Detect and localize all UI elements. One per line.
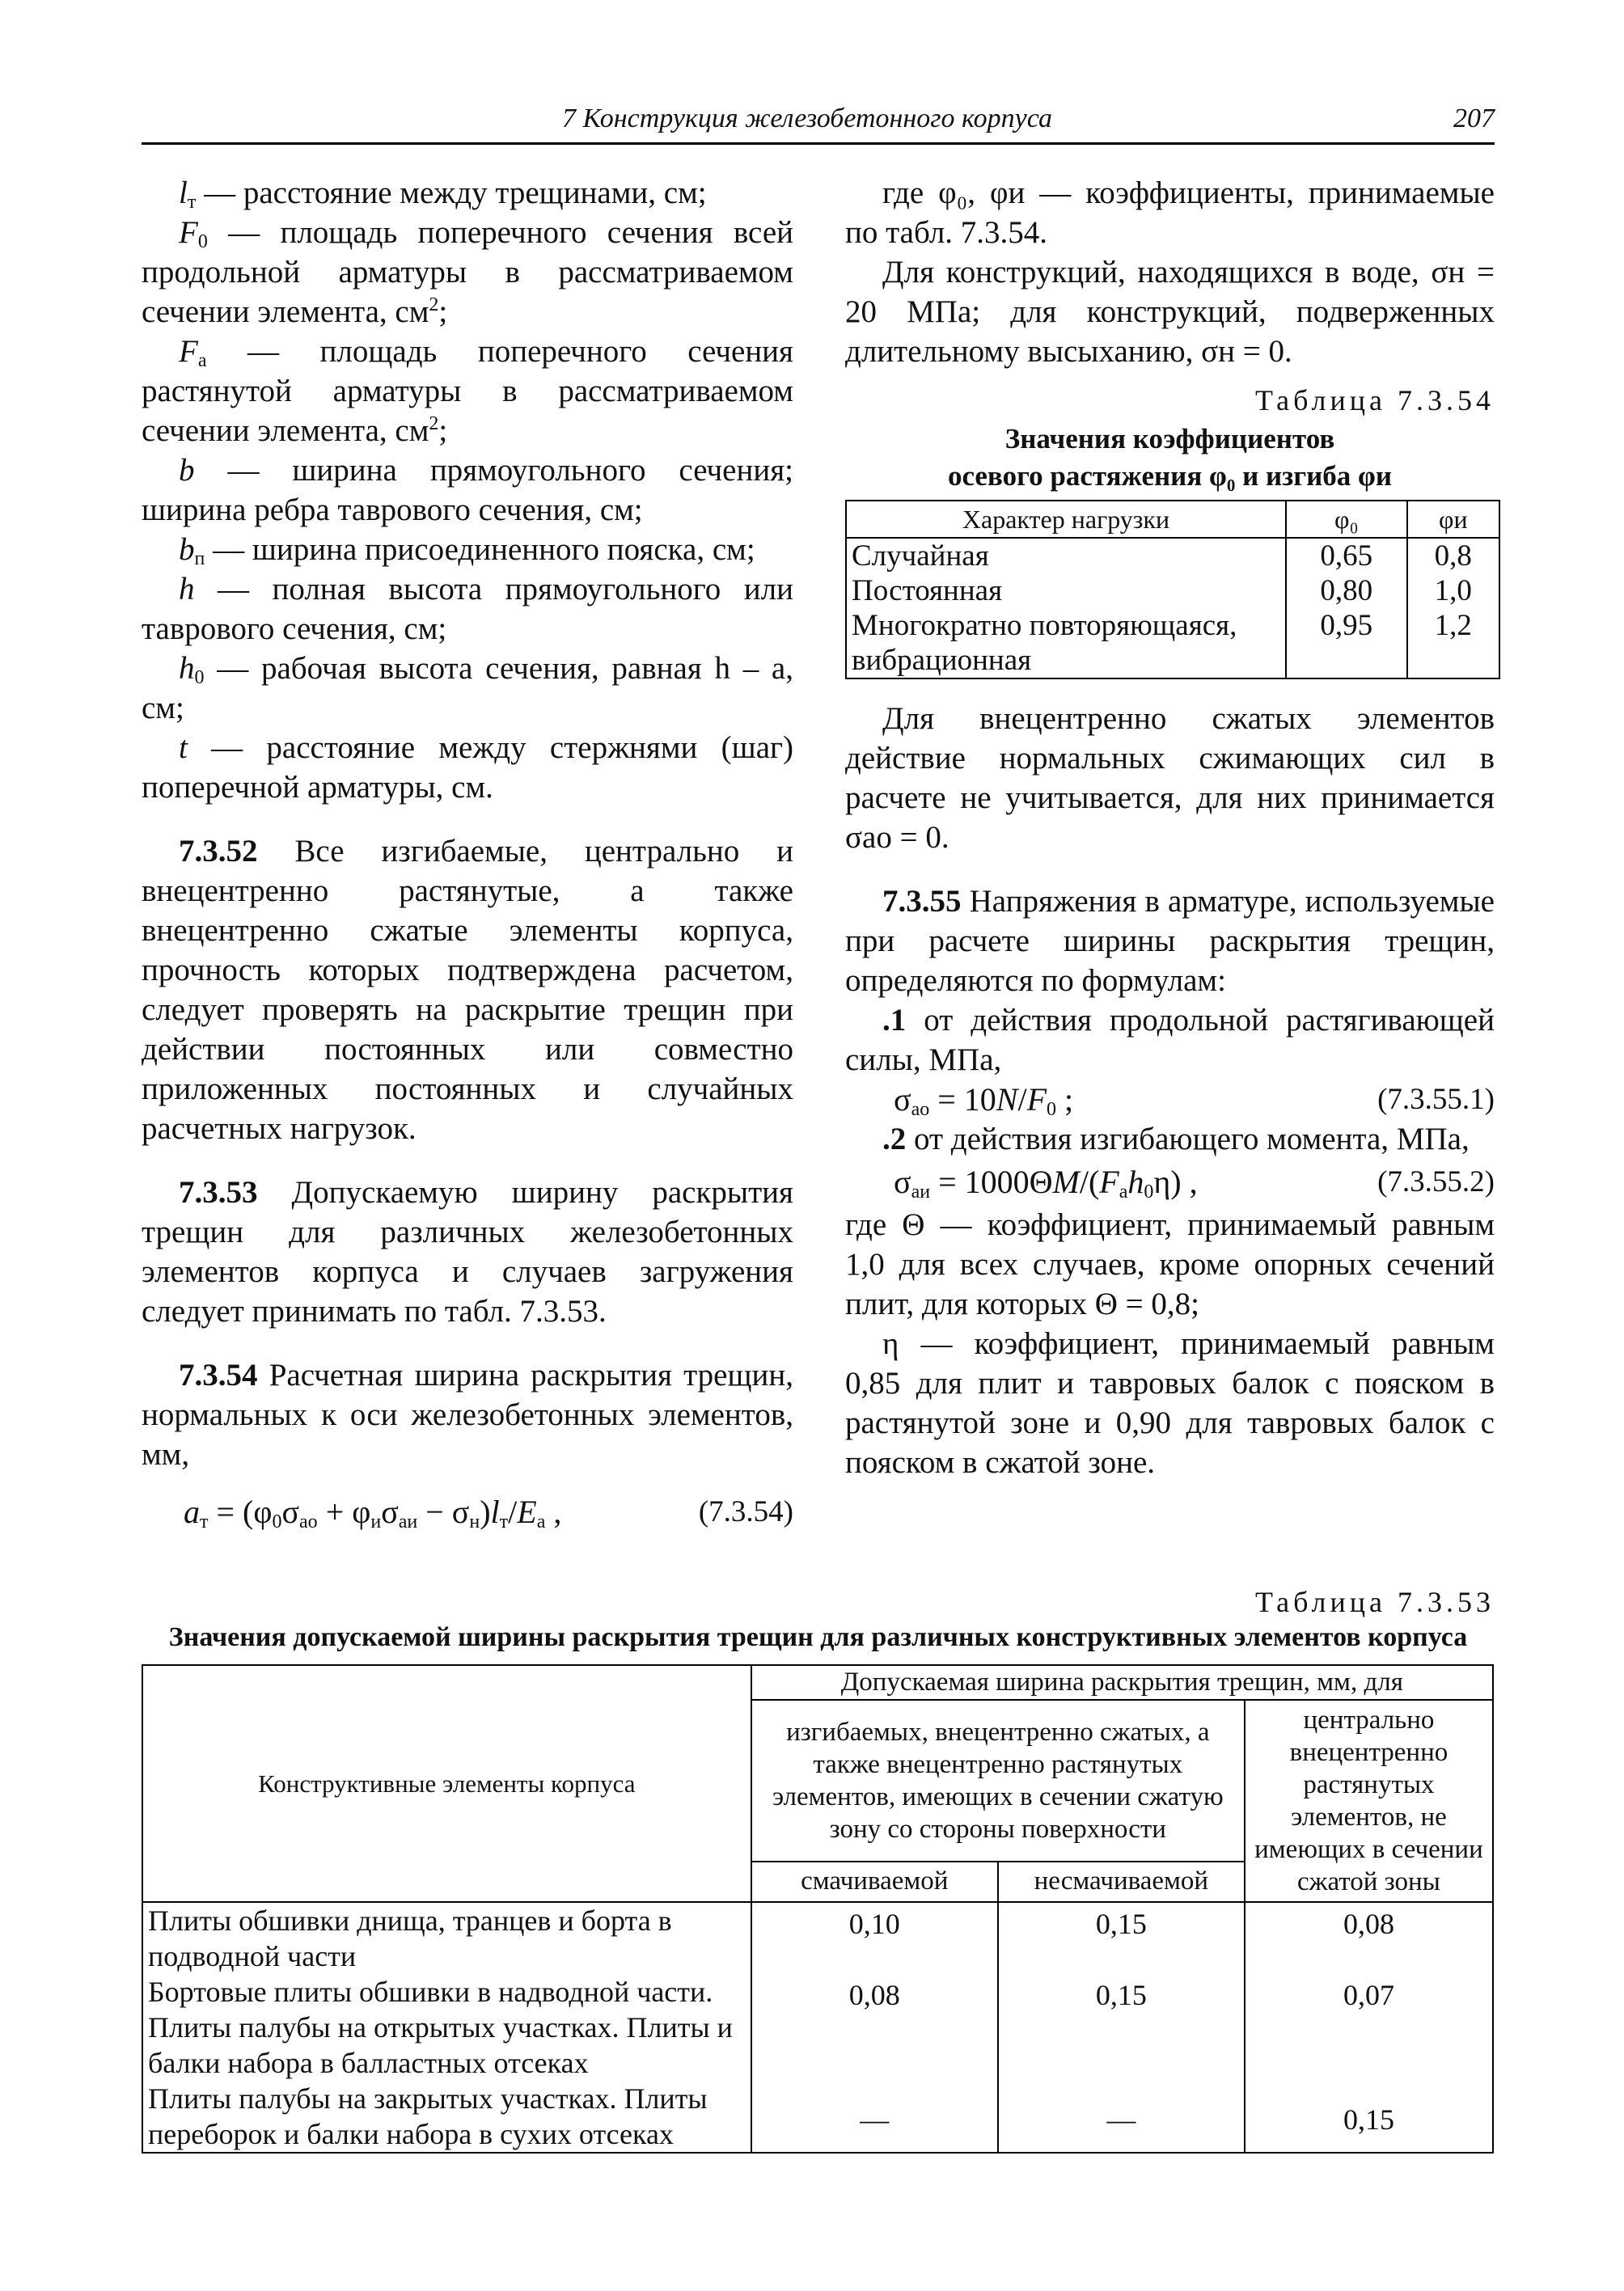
col-header-elements: Конструктивные элементы корпуса bbox=[142, 1665, 751, 1902]
paragraph-theta: где Θ — коэффициент, принимаемый равным 1,0 для всех случаев, кроме опорных сечений плит, для которых Θ = 0,8; bbox=[845, 1207, 1495, 1321]
formula-number: (7.3.55.2) bbox=[1377, 1165, 1495, 1198]
table-row: Многократно повторяющаяся, вибрационная 0,95 1,2 bbox=[846, 608, 1499, 678]
left-column bbox=[142, 173, 793, 1532]
def-lt: $l_т$ — расстояние между трещинами, см; bbox=[179, 175, 707, 213]
table-7-3-54-label: Таблица 7.3.54 bbox=[1255, 384, 1495, 416]
running-header bbox=[142, 104, 1495, 145]
page-number: 207 bbox=[1453, 104, 1495, 133]
table-row: Постоянная 0,80 1,0 bbox=[846, 573, 1499, 608]
formula-number: (7.3.54) bbox=[698, 1495, 793, 1528]
paragraph-eta: η — коэффициент, принимаемый равным 0,85 для плит и тавровых балок с пояском в растянутой зоне и 0,90 для тавровых балок с пояском в сжатой зоне. bbox=[845, 1326, 1495, 1480]
paragraph-eccentric: Для внецентренно сжатых элементов действие нормальных сжимающих сил в расчете не учитывается, для них принимается σао = 0. bbox=[845, 701, 1495, 855]
def-fa: $F_а$ — площадь поперечного сечения растянутой арматуры в рассматриваемом сечении элемента, $см^2$; bbox=[142, 334, 793, 448]
def-b: b — ширина прямоугольного сечения; ширина ребра таврового сечения, см; bbox=[142, 453, 793, 527]
table-row: Плиты палубы на закрытых участках. Плиты переборок и балки набора в сухих отсеках — — 0,15 bbox=[142, 2081, 1493, 2153]
table-row: Случайная 0,65 0,8 bbox=[846, 538, 1499, 573]
table-7-3-53-label: Таблица 7.3.53 bbox=[1255, 1586, 1495, 1618]
table-row: Бортовые плиты обшивки в надводной части. Плиты палубы на открытых участках. Плиты и балки набора в балластных отсеках 0,08 0,15 0,07 bbox=[142, 1974, 1493, 2081]
item-1: .1 от действия продольной растягивающей силы, МПа, bbox=[845, 1003, 1495, 1077]
table-7-3-54-title: Значения коэффициентов осевого растяжения φ₀ и изгиба φи bbox=[947, 423, 1393, 492]
item-2: .2 от действия изгибающего момента, МПа, bbox=[882, 1122, 1470, 1156]
table-7-3-53-title: Значения допускаемой ширины раскрытия трещин для различных конструктивных элементов корпуса bbox=[168, 1622, 1468, 1652]
formula-7-3-55-2: $\sigma_{аи} = 1000\Theta M/(F_ah_0\eta)$ , (7.3.55.2) bbox=[894, 1164, 1495, 1203]
col-header-central: центрально внецентренно растянутых элементов, не имеющих в сечении сжатой зоны bbox=[1245, 1700, 1493, 1902]
col-header-allowed-width: Допускаемая ширина раскрытия трещин, мм, для bbox=[751, 1665, 1493, 1700]
col-header-unwetted: несмачиваемой bbox=[998, 1862, 1245, 1902]
chapter-title: 7 Конструкция железобетонного корпуса bbox=[562, 104, 1052, 133]
right-column bbox=[845, 173, 1495, 1482]
formula-7-3-54 bbox=[142, 1492, 793, 1532]
table-7-3-54 bbox=[845, 500, 1500, 679]
table-7-3-53 bbox=[142, 1664, 1494, 2154]
formula-number: (7.3.55.1) bbox=[1377, 1083, 1495, 1116]
paragraph-7-3-53: 7.3.53 Допускаемую ширину раскрытия трещин для различных железобетонных элементов корпуса и случаев загружения следует принимать по табл. 7.3.53. bbox=[142, 1175, 793, 1329]
formula-expression: $a_т = (\varphi_0\sigma_{ао} + \varphi_и\sigma_{аи} - \sigma_н)l_т/E_а$ , bbox=[184, 1494, 562, 1532]
def-t: t — расстояние между стержнями (шаг) поперечной арматуры, см. bbox=[142, 730, 793, 805]
col-header-wetted: смачиваемой bbox=[751, 1862, 998, 1902]
col-header-load: Характер нагрузки bbox=[846, 501, 1286, 538]
paragraph-7-3-55: 7.3.55 Напряжения в арматуре, используемые при расчете ширины раскрытия трещин, определяются по формулам: bbox=[845, 884, 1495, 998]
table-row: Плиты обшивки днища, транцев и борта в подводной части 0,10 0,15 0,08 bbox=[142, 1902, 1493, 1974]
paragraph-7-3-52: 7.3.52 Все изгибаемые, центрально и внецентренно растянутые, а также внецентренно сжатые элементы корпуса, прочность которых подтверждена расчетом, следует проверять на раскрытие трещин при действии постоянных или совместно приложенных постоянных и случайных расчетных нагрузок. bbox=[142, 834, 793, 1146]
paragraph-sigma-n: Для конструкций, находящихся в воде, σн = 20 МПа; для конструкций, подверженных длительному высыханию, σн = 0. bbox=[845, 255, 1495, 369]
def-h0: $h_0$ — рабочая высота сечения, равная h – a, см; bbox=[142, 651, 793, 725]
formula-7-3-55-1: $\sigma_{ао} = 10N/F_0$ ; (7.3.55.1) bbox=[894, 1081, 1495, 1120]
col-header-bending: изгибаемых, внецентренно сжатых, а также внецентренно растянутых элементов, имеющих в сечении сжатую зону со стороны поверхности bbox=[751, 1700, 1245, 1862]
paragraph-where-phi: где φ₀, φи — коэффициенты, принимаемые по табл. 7.3.54. bbox=[845, 175, 1495, 250]
def-h: h — полная высота прямоугольного или таврового сечения, см; bbox=[142, 572, 793, 646]
paragraph-7-3-54: 7.3.54 Расчетная ширина раскрытия трещин, нормальных к оси железобетонных элементов, мм, bbox=[142, 1358, 793, 1472]
def-f0: $F_0$ — площадь поперечного сечения всей продольной арматуры в рассматриваемом сечении элемента, $см^2$; bbox=[142, 215, 793, 329]
def-bp: $b_п$ — ширина присоединенного пояска, см; bbox=[179, 532, 755, 569]
col-header-phiu: φи bbox=[1407, 501, 1499, 538]
table-7-3-53-block bbox=[142, 1585, 1495, 2154]
col-header-phi0: φ₀ bbox=[1286, 501, 1407, 538]
